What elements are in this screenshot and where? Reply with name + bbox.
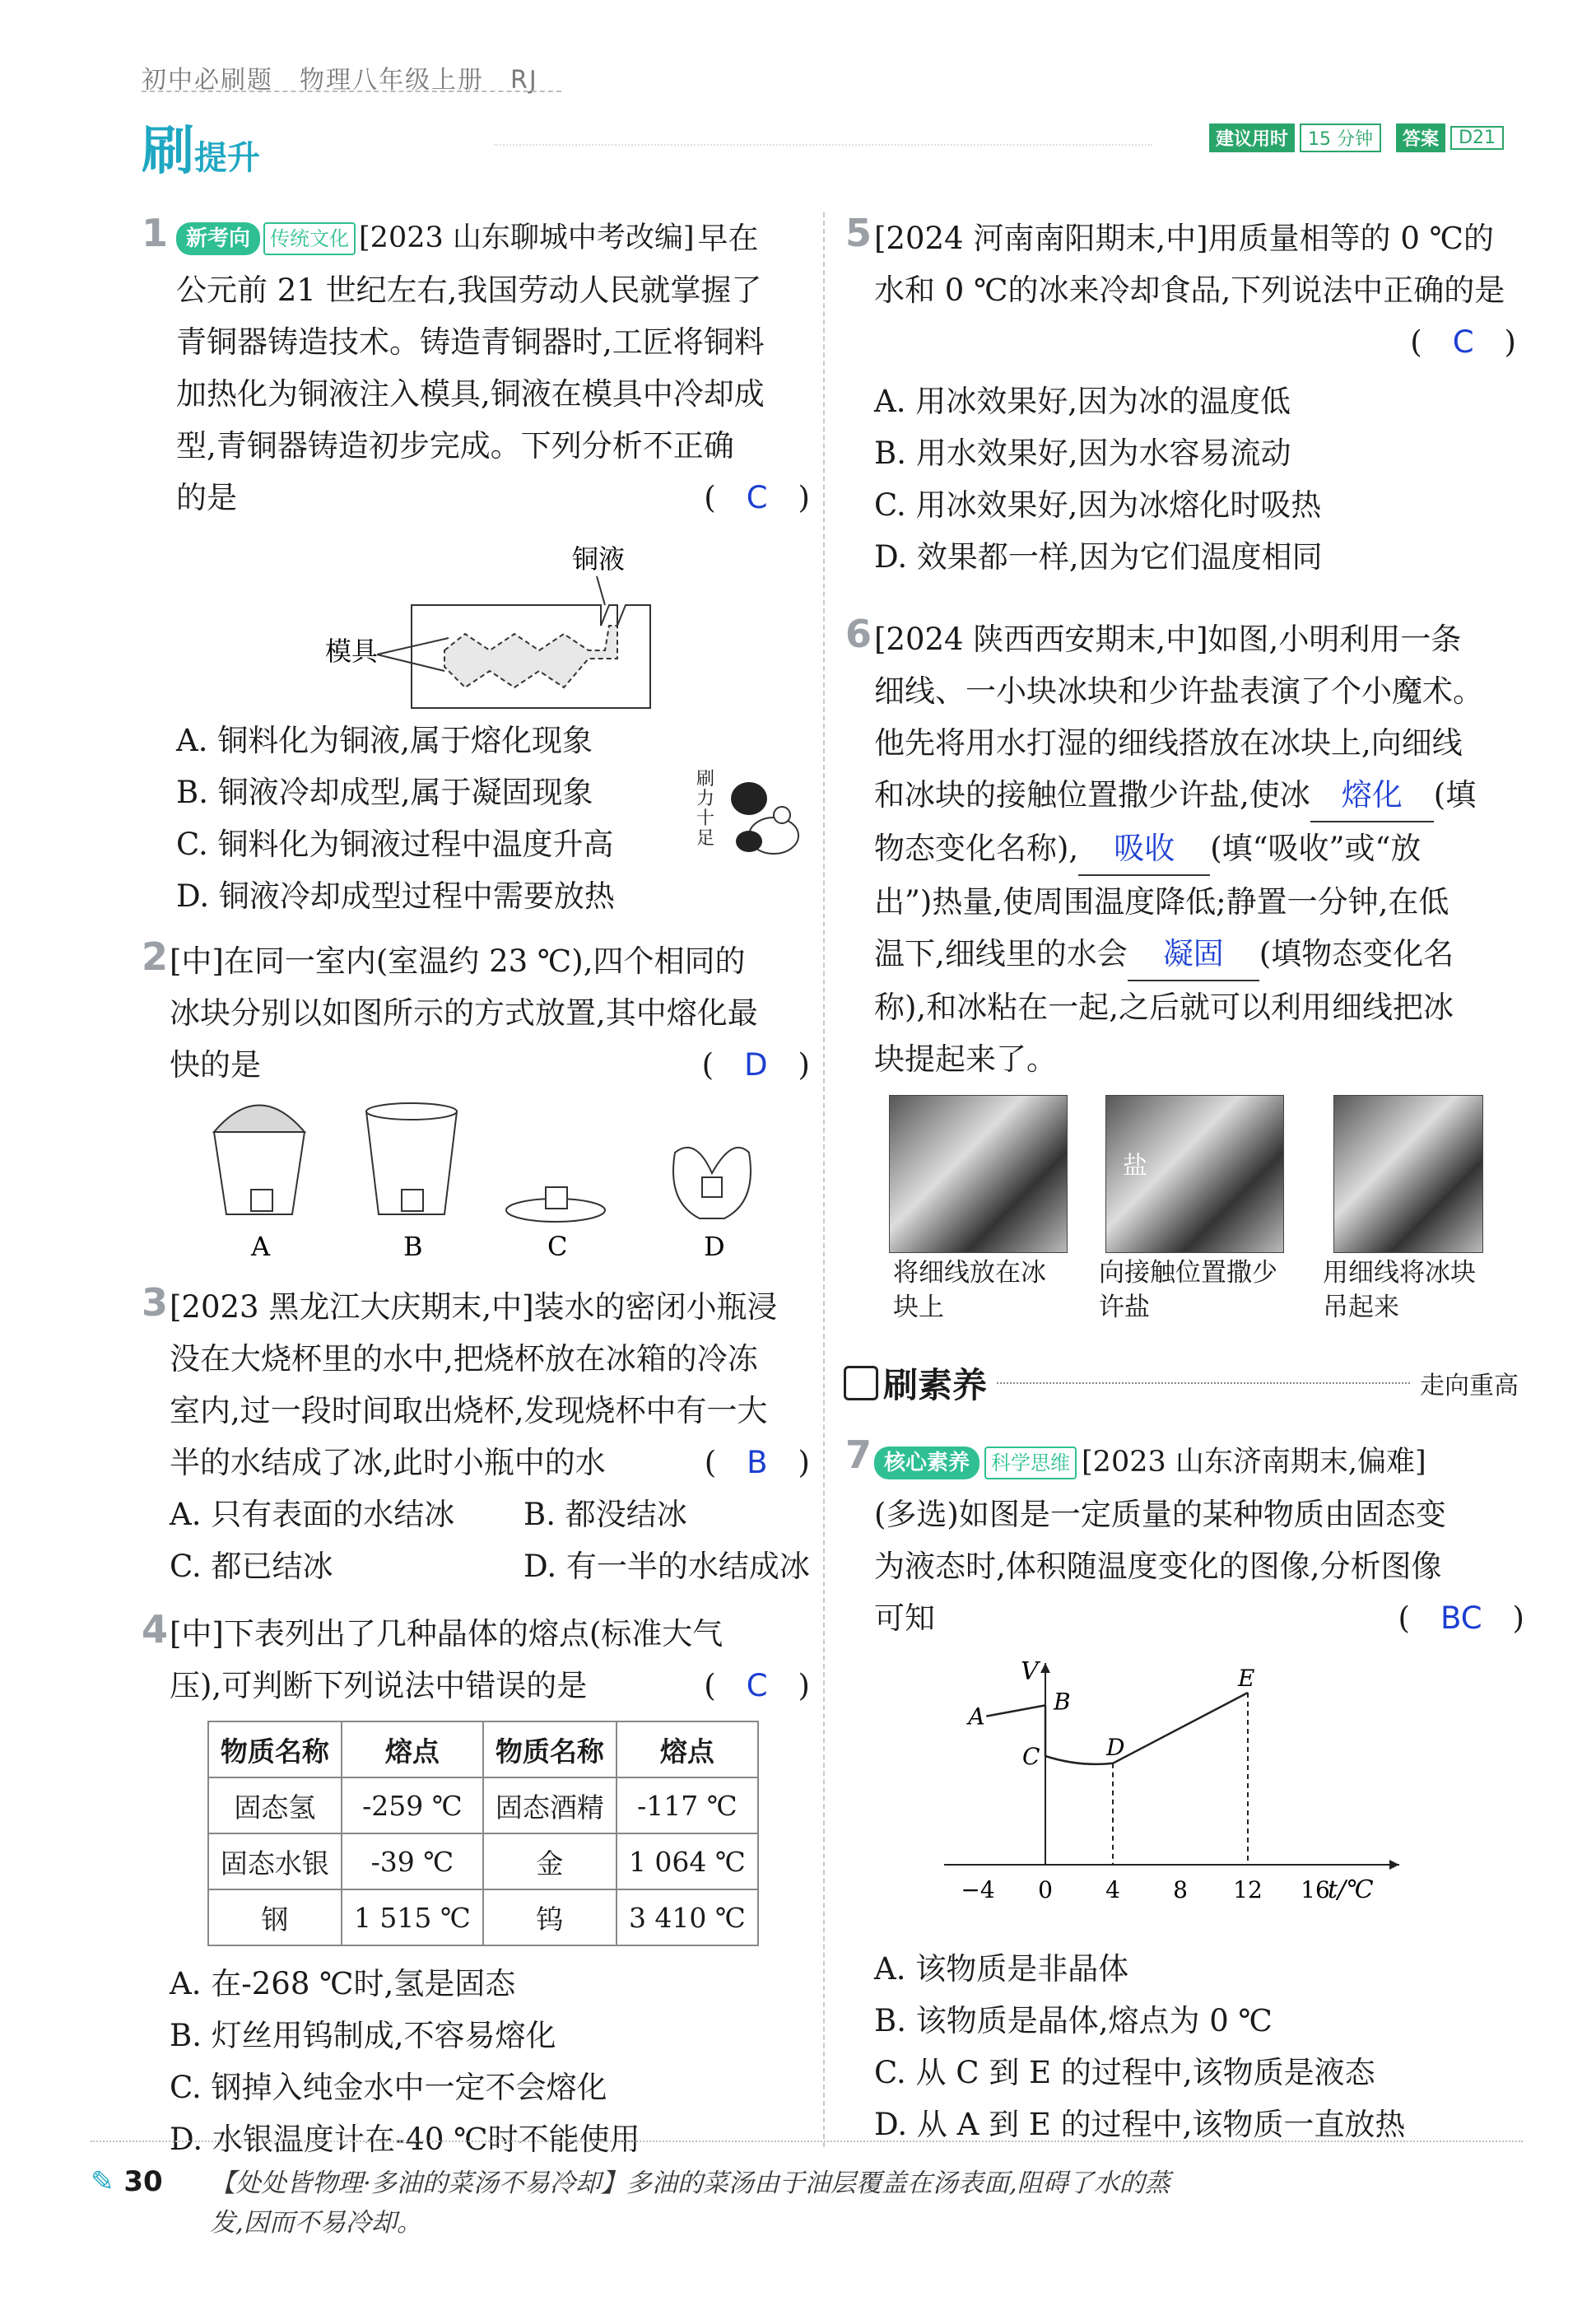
q6-blank1[interactable]: 熔化	[1310, 769, 1434, 822]
q1-line5: 的是	[176, 480, 237, 515]
x-tick-label: 8	[1173, 1876, 1188, 1903]
tip-body-2: 发,因而不易冷却。	[210, 2208, 422, 2238]
caption-2-line-2: 许盐	[1099, 1293, 1150, 1322]
caption-3-line-1: 用细线将冰块	[1323, 1258, 1476, 1288]
q7-option-b[interactable]: B. 该物质是晶体,熔点为 0 ℃	[874, 2003, 1273, 2038]
table-row	[208, 1833, 758, 1889]
q3-answer: B	[747, 1445, 768, 1480]
q2-line2: 快的是	[170, 1047, 261, 1083]
table-cell: 钢	[208, 1889, 342, 1945]
q4-options	[170, 1958, 812, 2165]
q1-line3: 加热化为铜液注入模具,铜液在模具中冷却成	[176, 376, 765, 412]
q1-stem	[176, 212, 810, 524]
brand-sub: 提升	[194, 139, 260, 177]
q6-line3: 他先将用水打湿的细线搭放在冰块上,向细线	[874, 725, 1463, 761]
table-cell: 固态氢	[208, 1777, 342, 1833]
q5-line0: [2024 河南南阳期末,中]用质量相等的 0 ℃的	[874, 221, 1495, 256]
q5-answer-bracket: ( C )	[1410, 324, 1516, 360]
caption-1-line-1: 将细线放在冰	[893, 1258, 1046, 1288]
q1-answer: C	[746, 480, 768, 515]
q1-options	[176, 715, 785, 922]
point-label-b: B	[1054, 1688, 1071, 1716]
x-tick-label: 4	[1105, 1876, 1120, 1903]
q7-option-a[interactable]: A. 该物质是非晶体	[874, 1951, 1129, 1987]
q6-line7b: (填物态变化名	[1259, 936, 1454, 971]
x-tick-label: 12	[1233, 1876, 1263, 1903]
x-tick-label: 0	[1038, 1876, 1053, 1903]
q1-source: [2023 山东聊城中考改编]	[359, 221, 695, 254]
q3-option-c[interactable]: C. 都已结冰	[170, 1549, 333, 1584]
column-divider	[823, 212, 825, 2147]
tip-body: 多油的菜汤由于油层覆盖在汤表面,阻碍了水的蒸	[626, 2169, 1170, 2198]
table-cell: 金	[483, 1833, 617, 1889]
q4-option-c[interactable]: C. 钢掉入纯金水中一定不会熔化	[170, 2070, 607, 2105]
section-icon	[844, 1366, 878, 1400]
q5-options	[874, 375, 1516, 583]
q7-stem	[874, 1437, 1524, 1644]
y-axis-label: V	[1021, 1657, 1039, 1686]
q4-stem	[170, 1608, 810, 1712]
q2-label-d: D	[704, 1231, 725, 1262]
table-cell: 1 064 ℃	[617, 1833, 758, 1889]
q5-option-a[interactable]: A. 用冰效果好,因为冰的温度低	[874, 384, 1291, 419]
table-cell: -117 ℃	[617, 1777, 758, 1833]
q3-stem	[170, 1281, 810, 1488]
q3-line0: [2023 黑龙江大庆期末,中]装水的密闭小瓶浸	[170, 1289, 778, 1325]
q5-option-b[interactable]: B. 用水效果好,因为水容易流动	[874, 436, 1291, 471]
q6-line5b: (填“吸收”或“放	[1210, 831, 1422, 866]
footer-tip	[210, 2164, 1527, 2243]
answer-label: 答案	[1396, 123, 1445, 152]
suggest-time: 15 分钟	[1300, 123, 1381, 152]
mascot-icon	[716, 766, 807, 864]
photo-string-on-ice	[889, 1095, 1068, 1253]
q4-option-d[interactable]: D. 水银温度计在-40 ℃时不能使用	[170, 2122, 640, 2157]
caption-3-line-2: 吊起来	[1323, 1293, 1399, 1322]
mascot-stamp: 刷力十足	[696, 769, 715, 849]
table-cell: 固态水银	[208, 1833, 342, 1889]
table-cell: 钨	[483, 1889, 617, 1945]
q5-number: 5	[845, 211, 872, 255]
tip-title: 【处处皆物理·多油的菜汤不易冷却】	[210, 2169, 626, 2198]
fig-label-mold: 模具	[325, 636, 379, 667]
q3-line2: 室内,过一段时间取出烧杯,发现烧杯中有一大	[170, 1393, 768, 1428]
photo-salt	[1105, 1095, 1284, 1253]
q7-number: 7	[845, 1433, 872, 1477]
suggest-label: 建议用时	[1209, 123, 1295, 152]
salt-label: 盐	[1123, 1152, 1147, 1181]
table-cell: 3 410 ℃	[617, 1889, 758, 1945]
header-divider	[142, 91, 561, 92]
q4-line1: 压),可判断下列说法中错误的是	[170, 1668, 588, 1703]
q7-line2: 可知	[874, 1600, 935, 1636]
cup-a-cover	[214, 1106, 305, 1133]
section-right: 走向重高	[1420, 1372, 1519, 1400]
q7-badge2: 科学思维	[984, 1446, 1077, 1479]
q2-line1: 冰块分别以如图所示的方式放置,其中熔化最	[170, 995, 758, 1031]
point-label-a: A	[968, 1703, 985, 1731]
ice-a	[251, 1190, 272, 1211]
q2-label-c: C	[547, 1231, 568, 1262]
q6-line5a: 物态变化名称),	[874, 831, 1079, 866]
q1-option-b[interactable]: B. 铜液冷却成型,属于凝固现象	[176, 775, 593, 810]
x-axis-arrow	[1389, 1860, 1399, 1870]
q6-blank2[interactable]: 吸收	[1078, 822, 1210, 876]
table-header: 物质名称	[483, 1721, 617, 1777]
q6-line4b: (填	[1433, 777, 1477, 813]
ice-b	[402, 1190, 423, 1211]
q5-option-d[interactable]: D. 效果都一样,因为它们温度相同	[874, 539, 1323, 575]
q5-line1: 水和 0 ℃的冰来冷却食品,下列说法中正确的是	[874, 273, 1505, 308]
q6-line1: [2024 陕西西安期末,中]如图,小明利用一条	[874, 622, 1462, 657]
photo-caption-3	[1323, 1255, 1520, 1325]
volume-temperature-chart	[961, 1655, 1432, 1918]
point-label-e: E	[1238, 1665, 1255, 1692]
table-header: 熔点	[342, 1721, 483, 1777]
q3-number: 3	[142, 1280, 169, 1325]
q7-options	[874, 1943, 1524, 2150]
q1-option-c[interactable]: C. 铜料化为铜液过程中温度升高	[176, 827, 614, 862]
series-line-solid	[986, 1705, 1045, 1716]
section-header	[844, 1358, 1519, 1408]
q2-line0: [中]在同一室内(室温约 23 ℃),四个相同的	[170, 943, 746, 979]
answer-page: D21	[1450, 126, 1504, 150]
brand-main: 刷	[142, 121, 194, 182]
photo-caption-1	[893, 1255, 1091, 1325]
q4-line0: [中]下表列出了几种晶体的熔点(标准大气	[170, 1616, 724, 1651]
melting-point-table	[207, 1721, 759, 1946]
point-label-c: C	[1022, 1743, 1040, 1770]
photo-caption-2	[1099, 1255, 1313, 1325]
q1-badge2: 传统文化	[263, 222, 356, 255]
fig-label-liquid: 铜液	[572, 543, 626, 575]
table-cell: 固态酒精	[483, 1777, 617, 1833]
table-cell: -39 ℃	[342, 1833, 483, 1889]
time-suggestion	[1209, 123, 1504, 152]
q6-blank3[interactable]: 凝固	[1128, 928, 1259, 981]
q4-answer-bracket: ( C )	[704, 1668, 810, 1703]
q6-line4a: 和冰块的接触位置撒少许盐,使冰	[874, 777, 1310, 813]
q2-answer: D	[744, 1047, 768, 1083]
q7-source: [2023 山东济南期末,偏难]	[1082, 1446, 1426, 1479]
q2-label-a: A	[251, 1231, 271, 1262]
q2-figure	[206, 1095, 782, 1260]
caption-2-line-1: 向接触位置撒少	[1099, 1258, 1277, 1288]
q3-answer-bracket: ( B )	[704, 1445, 810, 1480]
q7-line1: 为液态时,体积随温度变化的图像,分析图像	[874, 1549, 1442, 1584]
q2-number: 2	[142, 934, 169, 979]
q7-line0: (多选)如图是一定质量的某种物质由固态变	[874, 1497, 1446, 1532]
q6-line7a: 温下,细线里的水会	[874, 936, 1128, 971]
q6-line8: 称),和冰粘在一起,之后就可以利用细线把冰	[874, 990, 1454, 1025]
footer-logo-icon: ✎	[91, 2165, 114, 2198]
brand-title	[142, 109, 260, 184]
table-cell: 1 515 ℃	[342, 1889, 483, 1945]
photo-lift-ice	[1333, 1095, 1483, 1253]
q1-line0: 早在	[697, 221, 759, 256]
q6-line2: 细线、一小块冰块和少许盐表演了个小魔术。	[874, 673, 1483, 709]
q6-stem	[874, 613, 1524, 1085]
table-header: 物质名称	[208, 1721, 342, 1777]
series-line-liquid	[1045, 1693, 1248, 1764]
q1-mold-figure	[321, 535, 667, 716]
page-number: 30	[123, 2165, 163, 2198]
q2-stem	[170, 935, 810, 1091]
liquid-leader	[597, 576, 605, 605]
x-axis-label: t/℃	[1328, 1875, 1374, 1904]
point-label-d: D	[1106, 1733, 1125, 1761]
footer-rule	[91, 2141, 1523, 2142]
ice-c	[546, 1187, 567, 1209]
q4-option-a[interactable]: A. 在-268 ℃时,氢是固态	[170, 1966, 516, 2001]
q1-badge: 新考向	[176, 222, 260, 255]
q6-number: 6	[845, 612, 872, 656]
q7-badge: 核心素养	[874, 1446, 979, 1479]
q1-answer-bracket: ( C )	[704, 480, 810, 515]
q3-option-d[interactable]: D. 有一半的水结成冰	[523, 1549, 810, 1584]
q3-option-b[interactable]: B. 都没结冰	[523, 1497, 687, 1532]
q1-line2: 青铜器铸造技术。铸造青铜器时,工匠将铜料	[176, 324, 765, 360]
x-tick-label: −4	[961, 1876, 995, 1903]
q5-option-c[interactable]: C. 用冰效果好,因为冰熔化时吸热	[874, 487, 1322, 523]
section-title: 刷素养	[883, 1365, 988, 1405]
ice-d	[702, 1177, 722, 1197]
q7-option-c[interactable]: C. 从 C 到 E 的过程中,该物质是液态	[874, 2055, 1375, 2090]
q3-option-a[interactable]: A. 只有表面的水结冰	[170, 1497, 455, 1532]
q1-line4: 型,青铜器铸造初步完成。下列分析不正确	[176, 428, 734, 464]
q7-answer-bracket: ( BC )	[1398, 1600, 1524, 1636]
q1-line1: 公元前 21 世纪左右,我国劳动人民就掌握了	[176, 273, 762, 308]
table-header-row	[208, 1721, 758, 1777]
book-title: 初中必刷题 物理八年级上册 RJ	[142, 66, 538, 95]
q2-label-b: B	[403, 1231, 423, 1262]
q4-number: 4	[142, 1607, 169, 1651]
table-header: 熔点	[617, 1721, 758, 1777]
q6-line6: 出”)热量,使周围温度降低;静置一分钟,在低	[874, 884, 1449, 920]
q3-options	[170, 1488, 812, 1592]
table-cell: -259 ℃	[342, 1777, 483, 1833]
q3-line3: 半的水结成了冰,此时小瓶中的水	[170, 1445, 606, 1480]
q4-answer: C	[746, 1668, 768, 1703]
q4-option-b[interactable]: B. 灯丝用钨制成,不容易熔化	[170, 2018, 556, 2053]
x-tick-label: 16	[1301, 1876, 1330, 1903]
section-rule	[997, 1382, 1410, 1384]
q1-option-a[interactable]: A. 铜料化为铜液,属于熔化现象	[176, 723, 593, 758]
q5-stem	[874, 212, 1516, 368]
q7-option-d[interactable]: D. 从 A 到 E 的过程中,该物质一直放热	[874, 2107, 1406, 2142]
q2-answer-bracket: ( D )	[701, 1047, 810, 1083]
header-rule	[494, 144, 1152, 146]
q1-option-d[interactable]: D. 铜液冷却成型过程中需要放热	[176, 878, 615, 914]
q1-number: 1	[142, 211, 169, 255]
caption-1-line-2: 块上	[893, 1293, 944, 1322]
y-axis-arrow	[1040, 1663, 1050, 1673]
q5-answer: C	[1452, 324, 1474, 360]
table-row	[208, 1889, 758, 1945]
q7-answer: BC	[1440, 1600, 1482, 1636]
cup-b-rim	[366, 1103, 457, 1120]
footer-page	[91, 2165, 163, 2198]
q3-line1: 没在大烧杯里的水中,把烧杯放在冰箱的冷冻	[170, 1341, 758, 1377]
table-row	[208, 1777, 758, 1833]
q6-line9: 块提起来了。	[874, 1041, 1057, 1077]
